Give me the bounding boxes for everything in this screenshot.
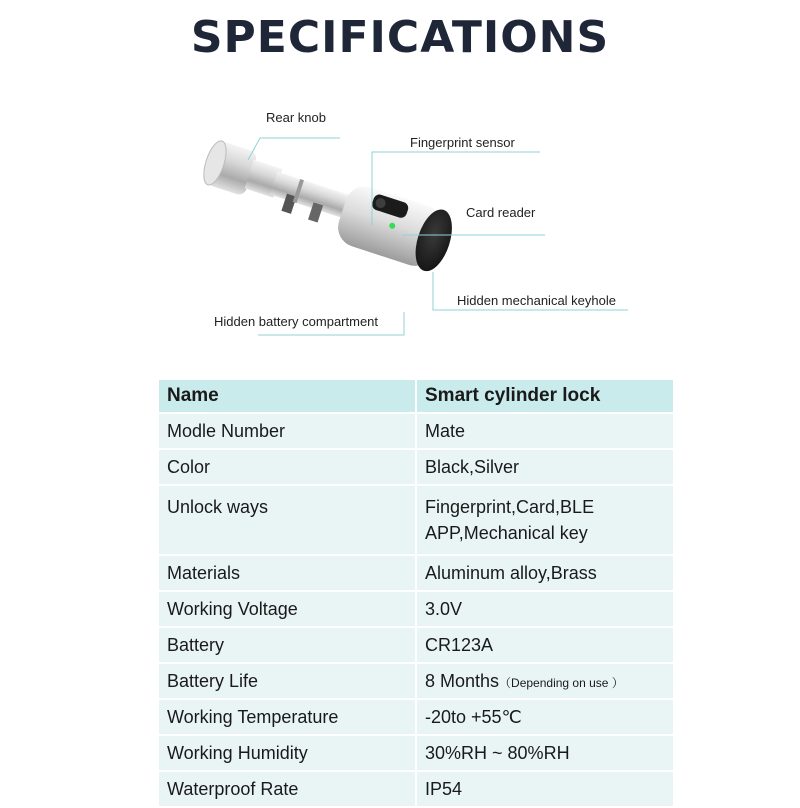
table-row xyxy=(159,413,673,449)
product-diagram xyxy=(0,90,800,360)
row-label: Working Temperature xyxy=(159,699,416,735)
callout-card-reader: Card reader xyxy=(466,205,536,220)
row-label: Modle Number xyxy=(159,413,416,449)
callout-fingerprint-sensor: Fingerprint sensor xyxy=(410,135,515,150)
row-value-note: （Depending on use ） xyxy=(499,675,624,690)
row-value xyxy=(416,663,673,699)
specification-table xyxy=(159,380,673,808)
table-row xyxy=(159,771,673,807)
callout-hidden-battery: Hidden battery compartment xyxy=(214,314,379,329)
callout-rear-knob: Rear knob xyxy=(266,110,326,125)
row-value: 30%RH ~ 80%RH xyxy=(416,735,673,771)
row-label: Unlock ways xyxy=(159,485,416,555)
row-value-line1: Fingerprint,Card,BLE xyxy=(425,497,595,517)
row-label: Materials xyxy=(159,555,416,591)
page-title: SPECIFICATIONS xyxy=(190,12,610,63)
callout-hidden-keyhole: Hidden mechanical keyhole xyxy=(457,293,616,308)
row-value: -20to +55℃ xyxy=(416,699,673,735)
row-value: CR123A xyxy=(416,627,673,663)
header-name-cell: Name xyxy=(159,380,416,413)
table-row xyxy=(159,555,673,591)
row-label: Battery xyxy=(159,627,416,663)
table-row xyxy=(159,591,673,627)
table-row xyxy=(159,449,673,485)
row-value-line2: APP,Mechanical key xyxy=(425,523,588,543)
row-value xyxy=(416,485,673,555)
row-value: Black,Silver xyxy=(416,449,673,485)
row-label: Working Voltage xyxy=(159,591,416,627)
table-row xyxy=(159,663,673,699)
row-value: Aluminum alloy,Brass xyxy=(416,555,673,591)
row-label: Color xyxy=(159,449,416,485)
row-label: Waterproof Rate xyxy=(159,771,416,807)
row-value: IP54 xyxy=(416,771,673,807)
table-row xyxy=(159,627,673,663)
row-label: Battery Life xyxy=(159,663,416,699)
row-value-main: 8 Months xyxy=(425,670,500,691)
table-header-row xyxy=(159,380,673,413)
smart-lock-illustration xyxy=(0,90,800,360)
header-value-cell: Smart cylinder lock xyxy=(416,380,673,413)
table-row xyxy=(159,735,673,771)
row-value: Mate xyxy=(416,413,673,449)
row-value: 3.0V xyxy=(416,591,673,627)
table-row xyxy=(159,485,673,555)
table-row xyxy=(159,699,673,735)
row-label: Working Humidity xyxy=(159,735,416,771)
